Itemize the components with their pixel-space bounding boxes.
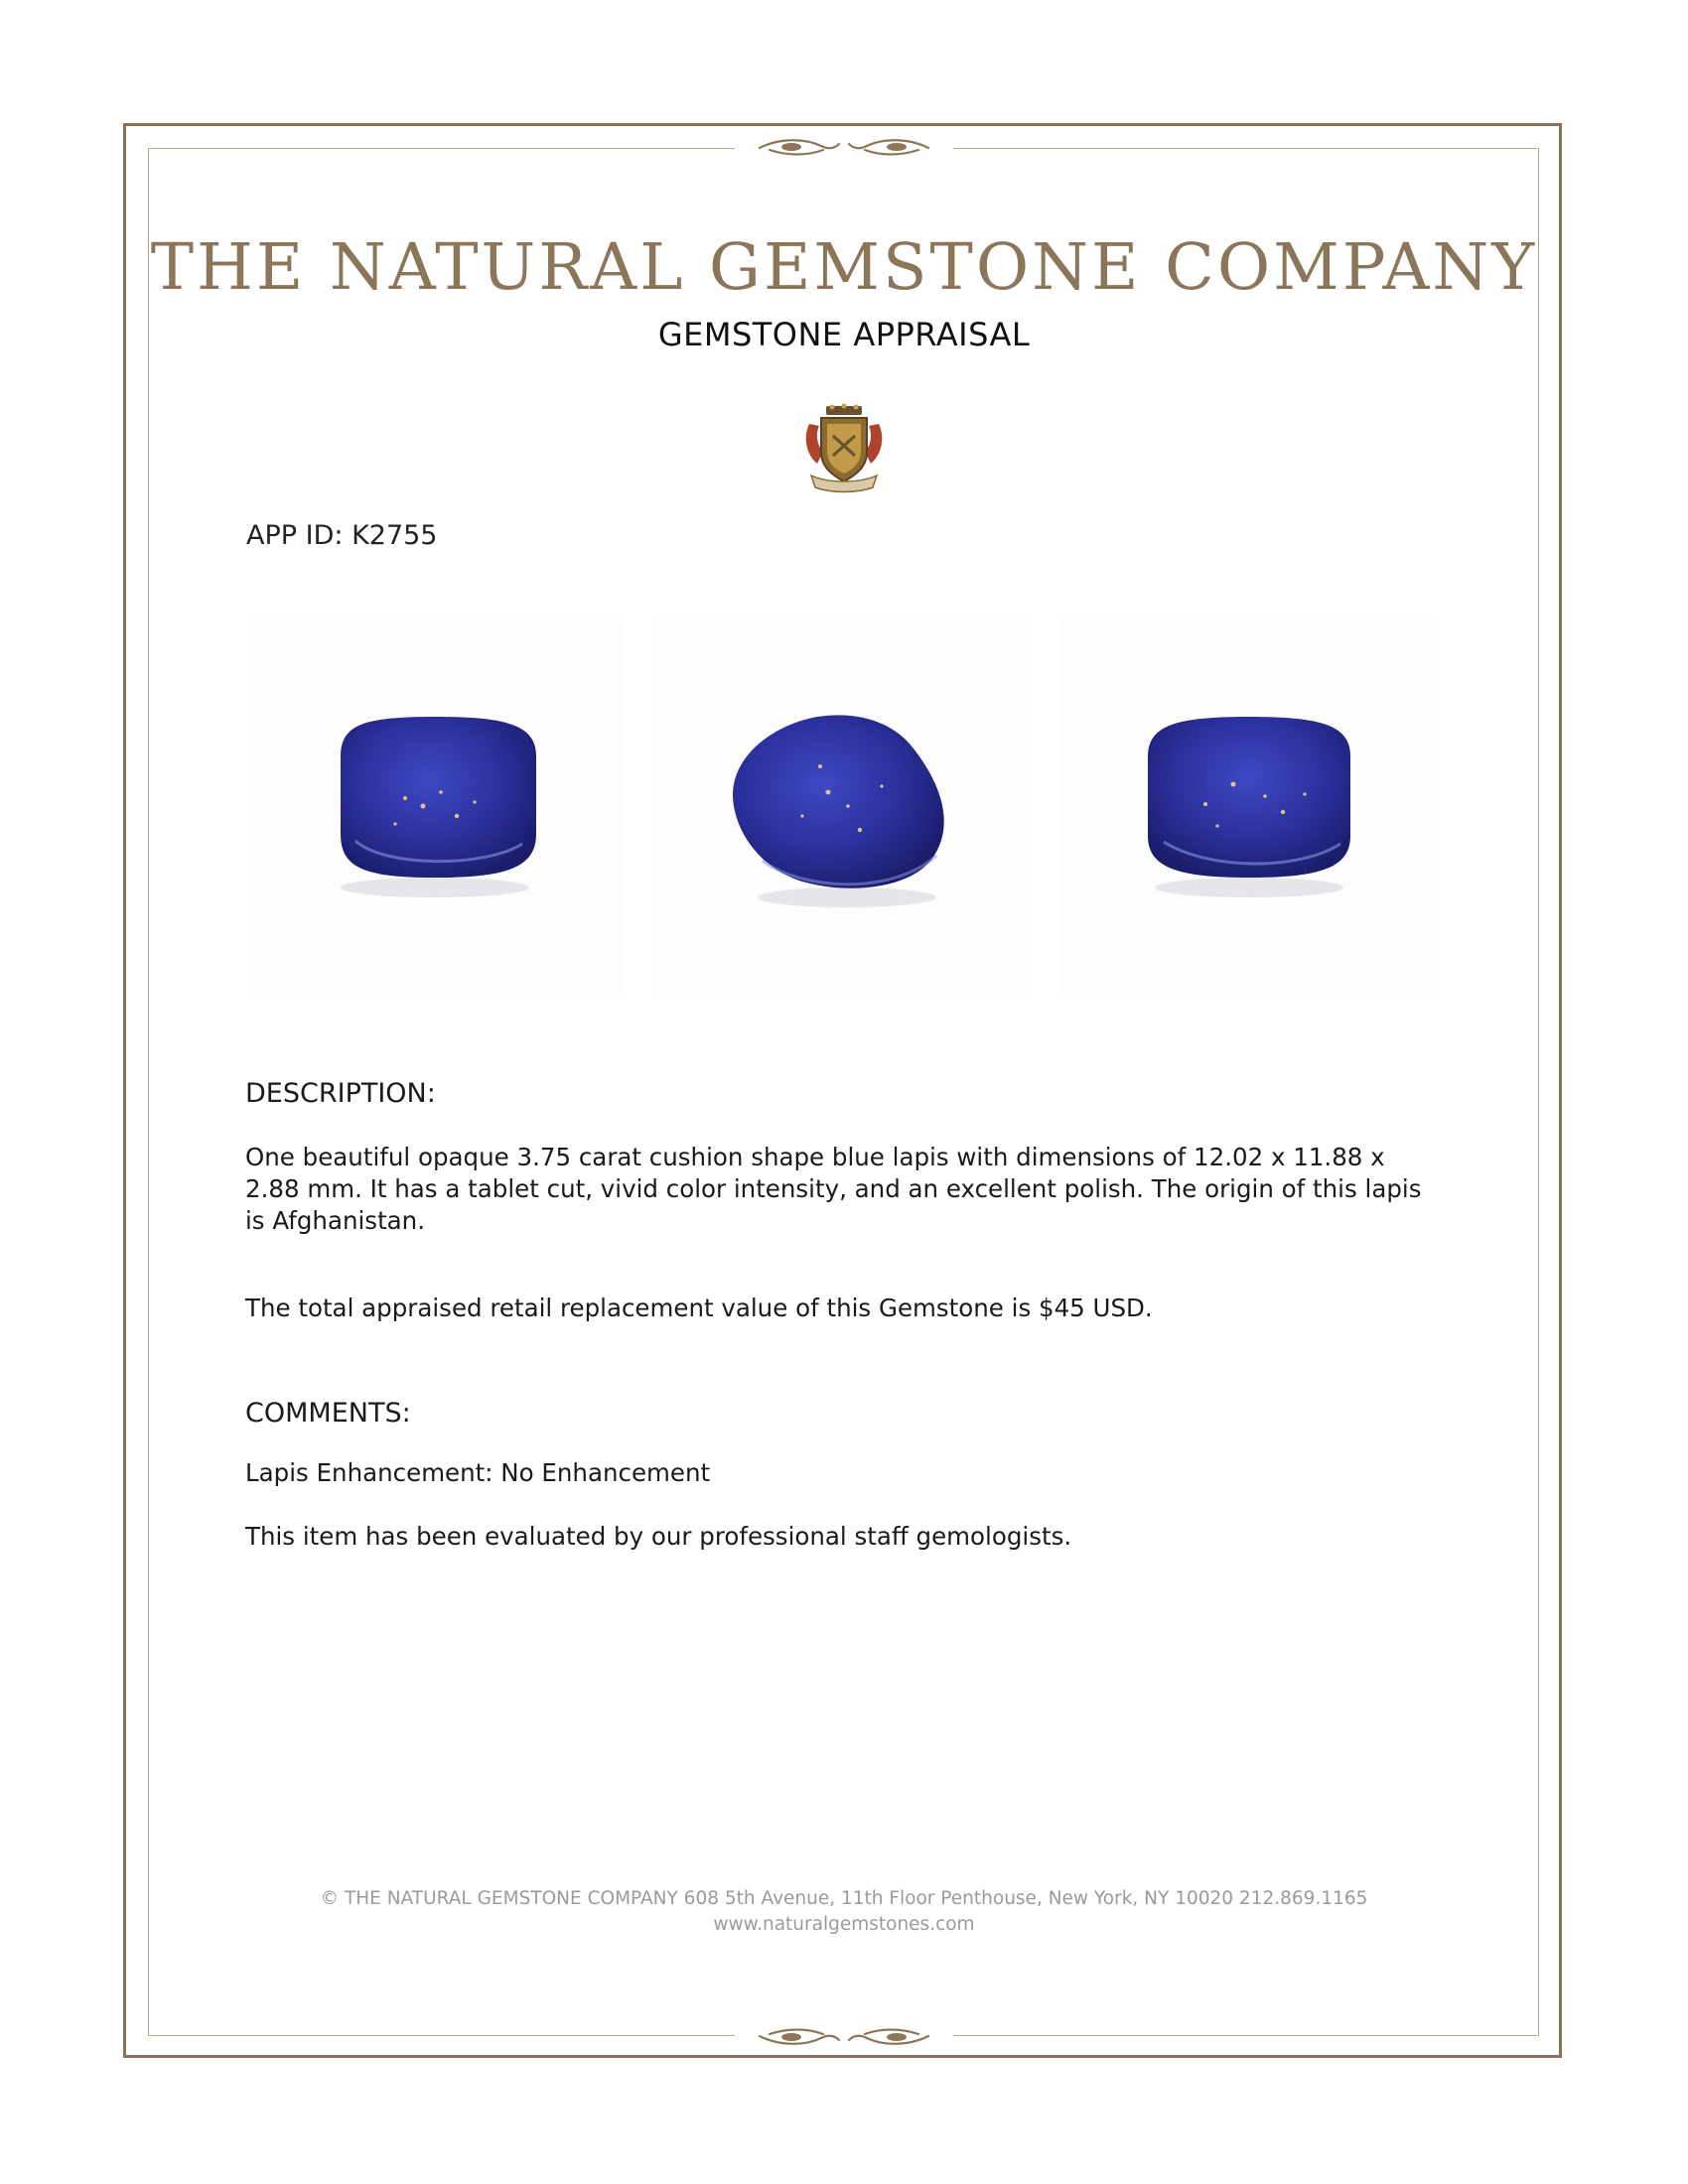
app-id-value: K2755 [352, 520, 438, 551]
document-title: GEMSTONE APPRAISAL [657, 316, 1031, 353]
footer-address: © THE NATURAL GEMSTONE COMPANY 608 5th Avenue, 11th Floor Penthouse, New York, NY 10020 212.869.1165 [320, 1888, 1368, 1909]
description-text: One beautiful opaque 3.75 carat cushion shape blue lapis with dimensions of 12.02 x 11.88 x 2.88 mm. It has a tablet cut, vivid color intensity, and an excellent polish. The origin of this lapis is Afghanistan. [245, 1143, 1422, 1235]
footer-website: www.naturalgemstones.com [713, 1914, 975, 1935]
lapis-side-view [1060, 617, 1438, 995]
description-heading: DESCRIPTION: [245, 1078, 436, 1109]
lapis-angled-view [653, 617, 1031, 995]
app-id-label: APP ID: [246, 520, 344, 551]
app-id [246, 520, 437, 551]
top-ornament-icon [735, 131, 953, 165]
enhancement-comment: Lapis Enhancement: No Enhancement [245, 1458, 711, 1487]
comments-heading: COMMENTS: [245, 1398, 411, 1429]
lapis-front-view [246, 617, 624, 995]
evaluation-comment: This item has been evaluated by our professional staff gemologists. [245, 1522, 1072, 1551]
value-statement: The total appraised retail replacement value of this Gemstone is $45 USD. [245, 1294, 1153, 1322]
company-name: THE NATURAL GEMSTONE COMPANY [150, 230, 1538, 305]
heraldic-crest-icon [799, 402, 889, 493]
bottom-ornament-icon [735, 2019, 953, 2053]
